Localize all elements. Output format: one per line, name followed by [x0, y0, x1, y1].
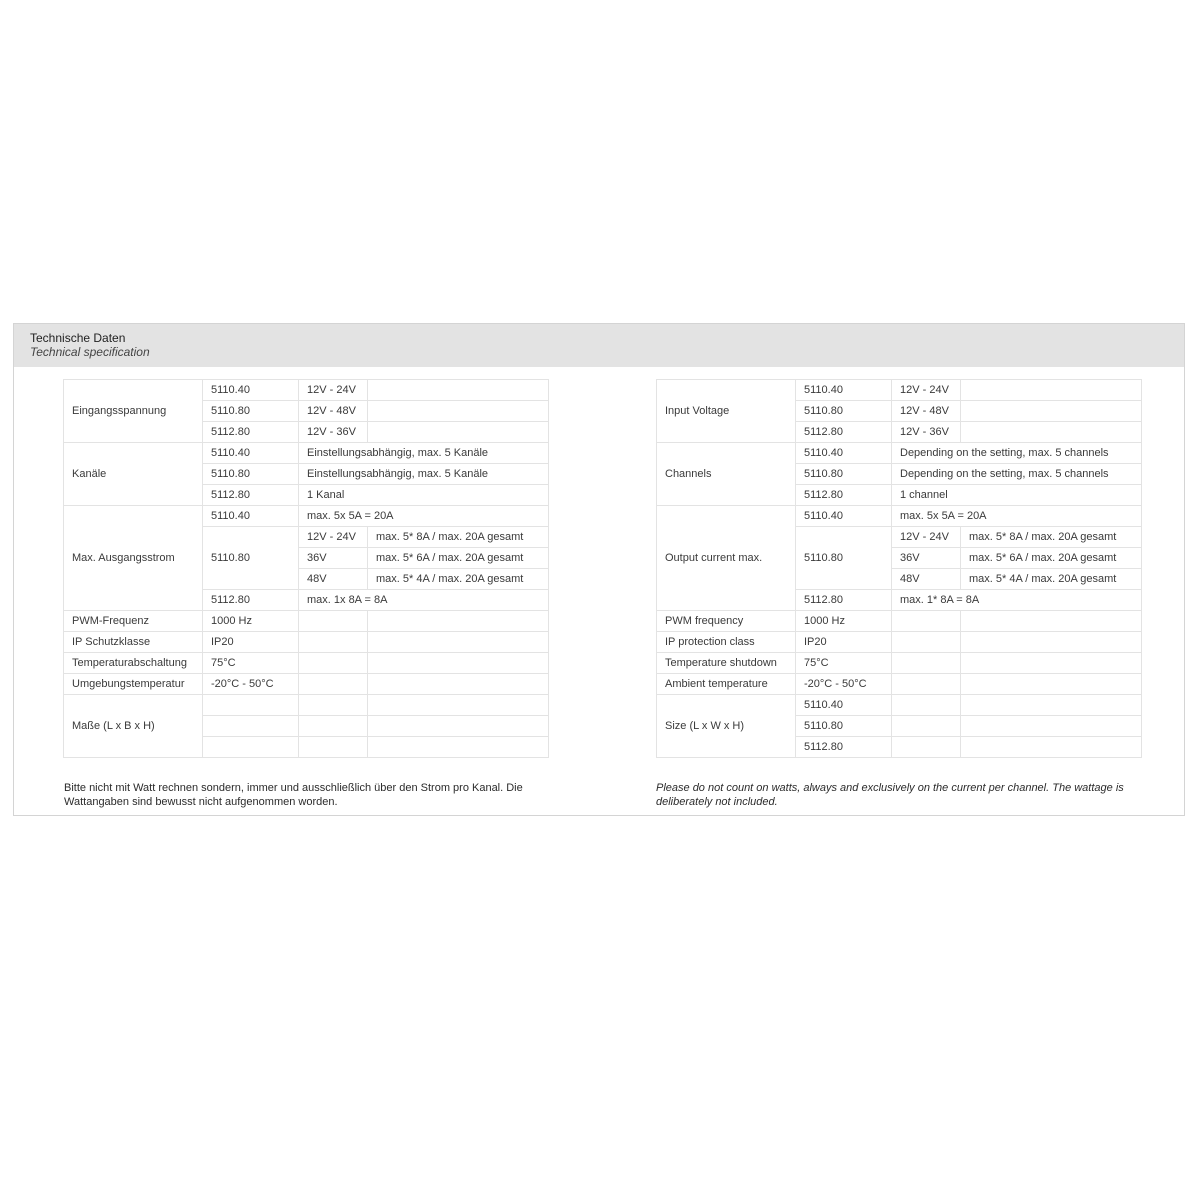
model-cell: 5110.40 [203, 380, 299, 401]
value-cell: max. 5* 8A / max. 20A gesamt [368, 527, 549, 548]
spec-panel [13, 323, 1185, 816]
row-label: Maße (L x B x H) [64, 695, 203, 758]
empty-cell [368, 422, 549, 443]
table-row [657, 653, 1142, 674]
footnote-english: Please do not count on watts, always and exclusively on the current per channel. The wattage is deliberately not included. [656, 782, 1124, 808]
table-row [64, 506, 549, 527]
empty-cell [892, 632, 961, 653]
value-cell: IP20 [203, 632, 299, 653]
empty-cell [299, 611, 368, 632]
empty-cell [892, 653, 961, 674]
value-cell: Einstellungsabhängig, max. 5 Kanäle [299, 464, 549, 485]
table-row [657, 380, 1142, 401]
model-cell: 5112.80 [796, 590, 892, 611]
model-cell: 5110.40 [796, 380, 892, 401]
empty-cell [368, 380, 549, 401]
empty-cell [203, 737, 299, 758]
empty-cell [203, 716, 299, 737]
row-label: Umgebungstemperatur [64, 674, 203, 695]
value-cell: max. 5* 6A / max. 20A gesamt [368, 548, 549, 569]
row-label: Ambient temperature [657, 674, 796, 695]
empty-cell [299, 674, 368, 695]
voltage-cell: 36V [299, 548, 368, 569]
model-cell: 5112.80 [796, 422, 892, 443]
model-cell: 5112.80 [203, 485, 299, 506]
panel-subtitle: Technical specification [30, 345, 150, 359]
empty-cell [961, 611, 1142, 632]
table-row [64, 674, 549, 695]
row-label: Output current max. [657, 506, 796, 611]
table-row [64, 632, 549, 653]
value-cell: max. 5* 4A / max. 20A gesamt [368, 569, 549, 590]
empty-cell [961, 632, 1142, 653]
row-label: PWM-Frequenz [64, 611, 203, 632]
value-cell: IP20 [796, 632, 892, 653]
value-cell: 12V - 48V [299, 401, 368, 422]
table-row [657, 674, 1142, 695]
value-cell: 12V - 24V [299, 380, 368, 401]
empty-cell [368, 674, 549, 695]
row-label: Kanäle [64, 443, 203, 506]
empty-cell [892, 611, 961, 632]
value-cell: max. 5x 5A = 20A [892, 506, 1142, 527]
empty-cell [961, 716, 1142, 737]
voltage-cell: 48V [892, 569, 961, 590]
model-cell: 5110.80 [203, 527, 299, 590]
model-cell: 5110.80 [203, 401, 299, 422]
empty-cell [961, 401, 1142, 422]
model-cell: 5112.80 [796, 737, 892, 758]
empty-cell [368, 716, 549, 737]
model-cell: 5110.40 [796, 695, 892, 716]
row-label: Max. Ausgangsstrom [64, 506, 203, 611]
empty-cell [368, 401, 549, 422]
value-cell: 1000 Hz [796, 611, 892, 632]
empty-cell [961, 380, 1142, 401]
empty-cell [299, 695, 368, 716]
empty-cell [368, 632, 549, 653]
empty-cell [961, 674, 1142, 695]
model-cell: 5110.40 [796, 506, 892, 527]
empty-cell [299, 632, 368, 653]
row-label: IP protection class [657, 632, 796, 653]
empty-cell [299, 737, 368, 758]
value-cell: Depending on the setting, max. 5 channels [892, 443, 1142, 464]
empty-cell [892, 716, 961, 737]
model-cell: 5112.80 [796, 485, 892, 506]
spec-table-english [656, 379, 1142, 758]
table-row [657, 443, 1142, 464]
empty-cell [203, 695, 299, 716]
empty-cell [368, 737, 549, 758]
model-cell: 5110.80 [796, 527, 892, 590]
value-cell: 12V - 24V [892, 380, 961, 401]
empty-cell [961, 737, 1142, 758]
empty-cell [892, 695, 961, 716]
value-cell: max. 1x 8A = 8A [299, 590, 549, 611]
value-cell: 12V - 48V [892, 401, 961, 422]
row-label: Eingangsspannung [64, 380, 203, 443]
table-row [64, 611, 549, 632]
model-cell: 5110.80 [796, 464, 892, 485]
model-cell: 5112.80 [203, 422, 299, 443]
model-cell: 5110.80 [203, 464, 299, 485]
empty-cell [368, 695, 549, 716]
row-label: Temperature shutdown [657, 653, 796, 674]
table-row [64, 443, 549, 464]
voltage-cell: 36V [892, 548, 961, 569]
table-row [64, 653, 549, 674]
voltage-cell: 12V - 24V [299, 527, 368, 548]
panel-header [14, 324, 1184, 367]
value-cell: 1 channel [892, 485, 1142, 506]
footnote-german: Bitte nicht mit Watt rechnen sondern, immer und ausschließlich über den Strom pro Kanal. Die Wattangaben sind bewusst nicht aufgenommen worden. [64, 782, 523, 808]
model-cell: 5110.80 [796, 716, 892, 737]
value-cell: -20°C - 50°C [203, 674, 299, 695]
value-cell: max. 5* 6A / max. 20A gesamt [961, 548, 1142, 569]
model-cell: 5110.80 [796, 401, 892, 422]
model-cell: 5110.40 [203, 443, 299, 464]
value-cell: max. 5* 4A / max. 20A gesamt [961, 569, 1142, 590]
empty-cell [961, 653, 1142, 674]
empty-cell [892, 737, 961, 758]
empty-cell [368, 611, 549, 632]
panel-title: Technische Daten [30, 331, 126, 345]
empty-cell [961, 695, 1142, 716]
row-label: Input Voltage [657, 380, 796, 443]
row-label: Temperaturabschaltung [64, 653, 203, 674]
row-label: IP Schutzklasse [64, 632, 203, 653]
empty-cell [299, 653, 368, 674]
value-cell: 75°C [796, 653, 892, 674]
voltage-cell: 48V [299, 569, 368, 590]
value-cell: 12V - 36V [299, 422, 368, 443]
row-label: Channels [657, 443, 796, 506]
value-cell: 75°C [203, 653, 299, 674]
value-cell: max. 1* 8A = 8A [892, 590, 1142, 611]
table-row [64, 695, 549, 716]
row-label: Size (L x W x H) [657, 695, 796, 758]
value-cell: max. 5* 8A / max. 20A gesamt [961, 527, 1142, 548]
spec-table-german [63, 379, 549, 758]
value-cell: 1000 Hz [203, 611, 299, 632]
table-row [657, 611, 1142, 632]
empty-cell [299, 716, 368, 737]
model-cell: 5112.80 [203, 590, 299, 611]
table-row [657, 506, 1142, 527]
value-cell: 1 Kanal [299, 485, 549, 506]
value-cell: Einstellungsabhängig, max. 5 Kanäle [299, 443, 549, 464]
row-label: PWM frequency [657, 611, 796, 632]
model-cell: 5110.40 [203, 506, 299, 527]
empty-cell [892, 674, 961, 695]
empty-cell [368, 653, 549, 674]
empty-cell [961, 422, 1142, 443]
table-row [657, 695, 1142, 716]
model-cell: 5110.40 [796, 443, 892, 464]
value-cell: -20°C - 50°C [796, 674, 892, 695]
value-cell: Depending on the setting, max. 5 channels [892, 464, 1142, 485]
table-row [657, 632, 1142, 653]
value-cell: max. 5x 5A = 20A [299, 506, 549, 527]
voltage-cell: 12V - 24V [892, 527, 961, 548]
table-row [64, 380, 549, 401]
value-cell: 12V - 36V [892, 422, 961, 443]
